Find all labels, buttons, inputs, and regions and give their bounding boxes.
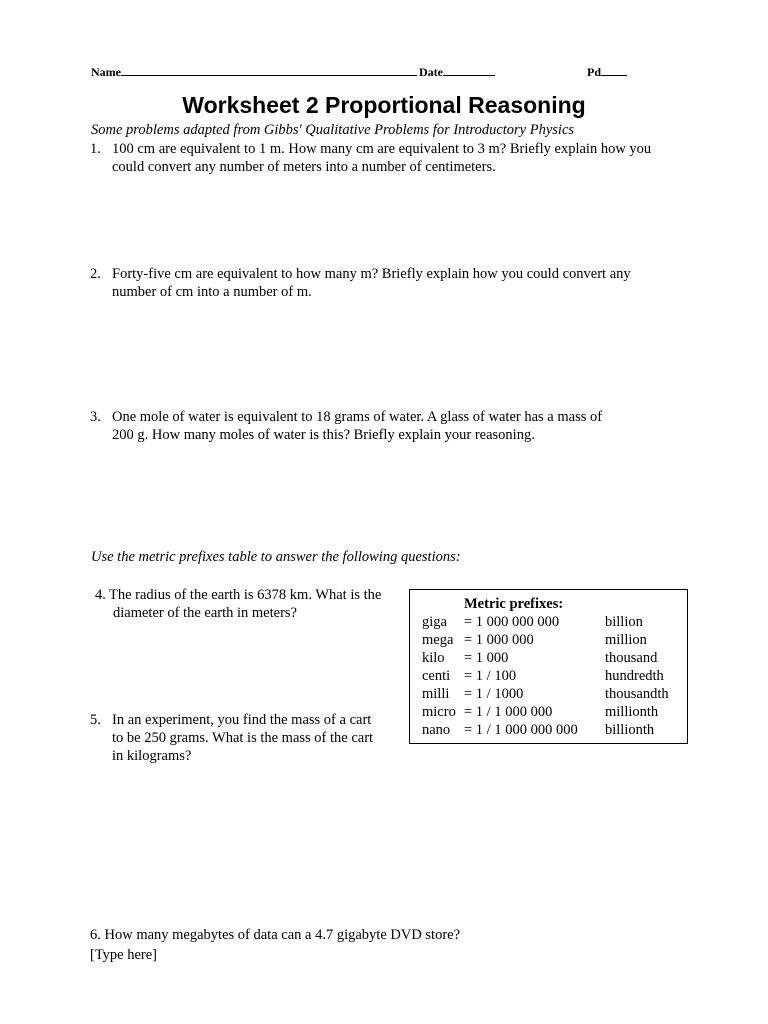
prefix-word: billion	[605, 614, 643, 630]
page-title: Worksheet 2 Proportional Reasoning	[182, 92, 586, 118]
prefix-value: = 1 / 1 000 000	[464, 704, 553, 720]
prefix-word: thousandth	[605, 686, 669, 702]
period-blank[interactable]	[601, 64, 627, 76]
header-line	[91, 64, 651, 80]
question-3	[90, 408, 690, 444]
prefix-word: hundredth	[605, 668, 664, 684]
page-subtitle: Some problems adapted from Gibbs' Qualitative Problems for Introductory Physics	[91, 122, 575, 138]
prefix-row	[422, 722, 682, 740]
question-text-line-1: One mole of water is equivalent to 18 grams of water. A glass of water has a mass of	[112, 409, 603, 425]
question-number: 4.	[95, 587, 106, 603]
prefix-value: = 1 000 000	[464, 632, 534, 648]
question-text-line-2: to be 250 grams. What is the mass of the cart	[112, 730, 374, 746]
question-number: 1.	[90, 141, 101, 157]
question-5	[90, 711, 400, 765]
table-heading: Metric prefixes:	[464, 596, 564, 612]
prefix-row	[422, 668, 682, 686]
name-field[interactable]	[91, 64, 417, 80]
prefix-word: million	[605, 632, 647, 648]
question-text-line-1: Forty-five cm are equivalent to how many m? Briefly explain how you could convert any	[112, 266, 631, 282]
prefix-word: billionth	[605, 722, 655, 738]
prefix-row	[422, 650, 682, 668]
date-field[interactable]	[419, 64, 495, 80]
prefix-value: = 1 / 100	[464, 668, 517, 684]
prefix-value: = 1 000 000 000	[464, 614, 560, 630]
prefix-word: thousand	[605, 650, 658, 666]
prefix-row	[422, 614, 682, 632]
name-label: Name	[91, 65, 121, 79]
prefix-word: millionth	[605, 704, 659, 720]
question-number: 3.	[90, 409, 101, 425]
name-blank[interactable]	[121, 64, 417, 76]
prefix-value: = 1 000	[464, 650, 509, 666]
question-6: 6. How many megabytes of data can a 4.7 gigabyte DVD store?	[90, 927, 461, 943]
prefix-name: centi	[422, 668, 451, 684]
question-1	[90, 140, 690, 176]
question-text-line-2: number of cm into a number of m.	[112, 284, 312, 300]
question-text-line-1: In an experiment, you find the mass of a cart	[112, 712, 372, 728]
prefix-name: giga	[422, 614, 447, 630]
question-number: 2.	[90, 266, 101, 282]
question-text-line-1: The radius of the earth is 6378 km. What is the	[109, 587, 382, 603]
prefix-name: nano	[422, 722, 451, 738]
prefix-name: milli	[422, 686, 450, 702]
prefix-value: = 1 / 1000	[464, 686, 524, 702]
question-number: 5.	[90, 712, 101, 728]
question-text-line-3: in kilograms?	[112, 748, 192, 764]
prefix-row	[422, 632, 682, 650]
date-label: Date	[419, 65, 443, 79]
question-4	[95, 586, 405, 622]
prefix-row	[422, 686, 682, 704]
period-label: Pd	[587, 65, 602, 79]
prefix-value: = 1 / 1 000 000 000	[464, 722, 578, 738]
metric-prefixes-table	[409, 589, 688, 744]
question-text-line-2: diameter of the earth in meters?	[113, 605, 297, 621]
question-2	[90, 265, 690, 301]
prefix-name: micro	[422, 704, 456, 720]
question-text-line-2: could convert any number of meters into a number of centimeters.	[112, 159, 496, 175]
question-text-line-1: 100 cm are equivalent to 1 m. How many cm are equivalent to 3 m? Briefly explain how you	[112, 141, 652, 157]
date-blank[interactable]	[443, 64, 495, 76]
prefix-name: kilo	[422, 650, 445, 666]
question-text-line-2: 200 g. How many moles of water is this? Briefly explain your reasoning.	[112, 427, 535, 443]
prefix-name: mega	[422, 632, 454, 648]
prefix-row	[422, 704, 682, 722]
instruction-text: Use the metric prefixes table to answer the following questions:	[91, 549, 461, 565]
answer-placeholder[interactable]: [Type here]	[90, 947, 158, 963]
period-field[interactable]	[587, 64, 627, 80]
